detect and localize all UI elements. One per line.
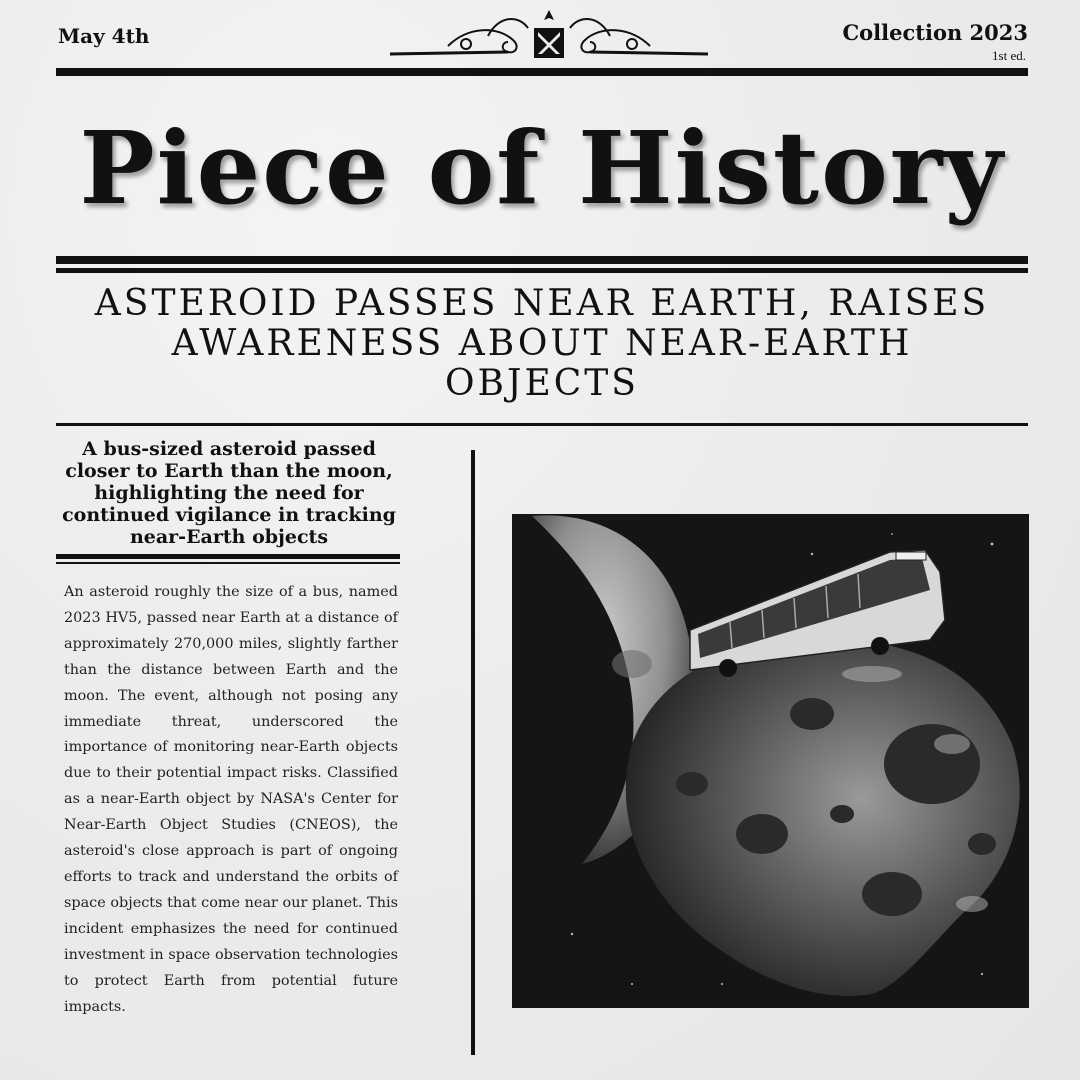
article-headline: ASTEROID PASSES NEAR EARTH, RAISES AWARENESS ABOUT NEAR-EARTH OBJECTS: [94, 283, 990, 404]
top-rule: [56, 68, 1028, 76]
asteroid-with-bus-illustration-icon: [512, 514, 1029, 1008]
article-body: An asteroid roughly the size of a bus, named 2023 HV5, passed near Earth at a distance of approximately 270,000 miles, slightly farther than the distance between Earth and the moon. The event, although not posing any immediate threat, underscored the importance of monitoring near-Earth objects due to their potential impact risks. Classified as a near-Earth object by NASA's Center for Near-Earth Object Studies (CNEOS), the asteroid's close approach is part of ongoing efforts to track and understand the orbits of space objects that come near our planet. This incident emphasizes the need for continued investment in space observation technologies to protect Earth from potential future impacts.: [64, 584, 398, 1015]
subhead-rule-thin: [56, 562, 400, 564]
issue-date: May 4th: [58, 24, 150, 48]
masthead-title: Piece of History: [79, 109, 1005, 227]
headline-rule: [56, 423, 1028, 426]
collection-label: Collection 2023: [842, 20, 1028, 45]
article-image: [512, 514, 1029, 1008]
article-subheadline: A bus-sized asteroid passed closer to Earth than the moon, highlighting the need for continued vigilance in tracking near-Earth objects: [62, 438, 396, 548]
masthead-rule-thin: [56, 268, 1028, 273]
masthead-rule-thick: [56, 256, 1028, 264]
edition-label: 1st ed.: [992, 48, 1026, 63]
column-divider: [471, 450, 475, 1055]
subhead-rule-thick: [56, 554, 400, 559]
ornament-icon: [388, 6, 710, 64]
